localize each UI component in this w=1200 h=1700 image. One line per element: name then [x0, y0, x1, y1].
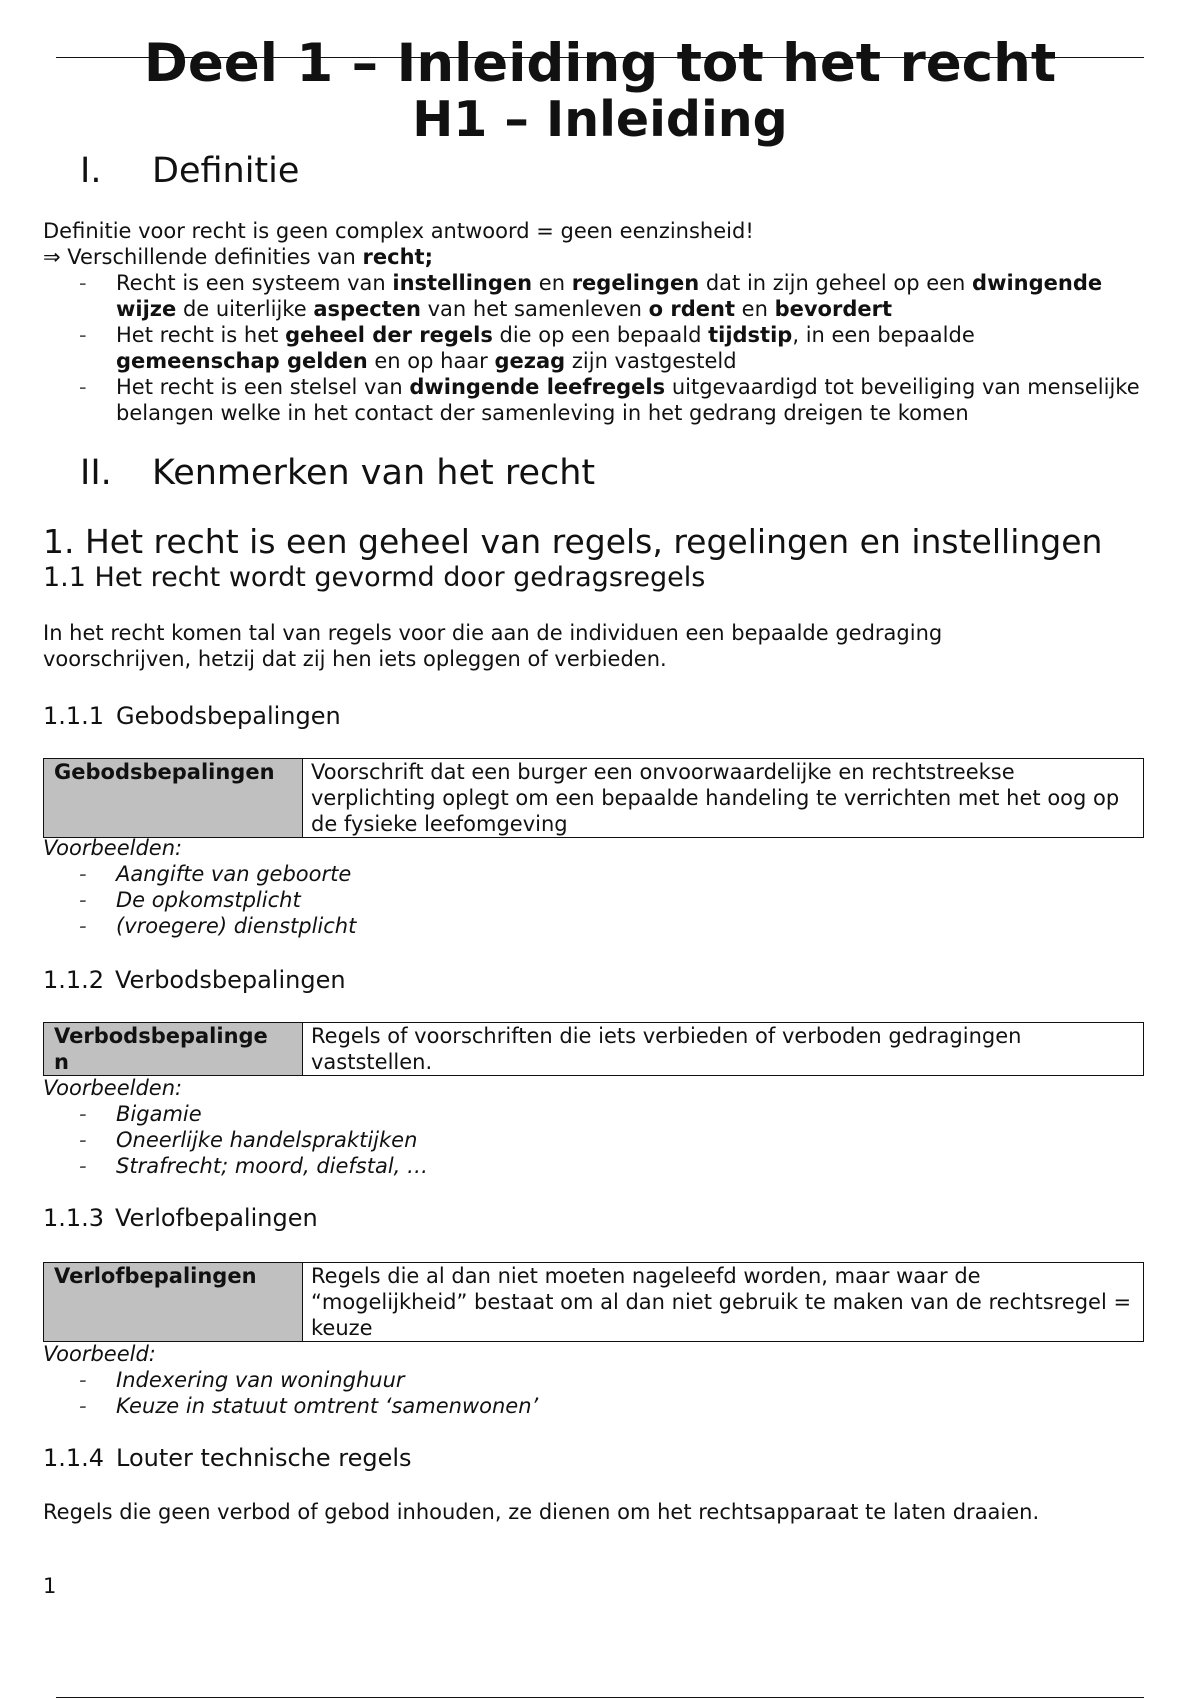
definition-text: Het recht is een stelsel van: [116, 375, 410, 399]
example-item: - Oneerlijke handelspraktijken: [43, 1127, 428, 1153]
definition-keyword: gemeenschap gelden: [116, 349, 368, 373]
examples-label: Voorbeelden:: [43, 1076, 183, 1100]
examples-list-gebod: [43, 861, 356, 939]
definition-term: Verlofbepalingen: [44, 1263, 303, 1342]
example-item: - Strafrecht; moord, diefstal, …: [43, 1153, 428, 1179]
examples-label: Voorbeelden:: [43, 836, 183, 860]
definition-keyword: gezag: [494, 349, 566, 373]
section-title: Definitie: [152, 151, 300, 191]
heading-number: 1.1.1: [43, 702, 105, 730]
definition-row: [44, 759, 1144, 838]
definition-keyword: aspecten: [313, 297, 421, 321]
heading-number: 1.1.2: [43, 966, 105, 994]
heading-1-1-3: [43, 1203, 318, 1233]
page-number: 1: [43, 1574, 57, 1598]
definition-text: de uiterlijke: [176, 297, 314, 321]
definitions-lead-bold: recht;: [362, 245, 433, 269]
definition-keyword: bevordert: [774, 297, 892, 321]
examples-list-verlof: [43, 1367, 538, 1419]
example-item: - De opkomstplicht: [43, 887, 356, 913]
examples-label: Voorbeeld:: [43, 1342, 156, 1366]
example-item: - (vroegere) dienstplicht: [43, 913, 356, 939]
definition-text: , in een bepaalde: [792, 323, 975, 347]
heading-title: Gebodsbepalingen: [116, 702, 341, 730]
heading-1-1-4: [43, 1443, 412, 1473]
example-item: - Keuze in statuut omtrent ‘samenwonen’: [43, 1393, 538, 1419]
definition-row: [44, 1263, 1144, 1342]
definition-keyword: geheel der regels: [285, 323, 493, 347]
definition-text: Regels die al dan niet moeten nageleefd worden, maar waar de “mogelijkheid” bestaat om al dan niet gebruik te maken van de rechtsregel = keuze: [303, 1263, 1144, 1342]
definition-text: Recht is een systeem van: [116, 271, 393, 295]
definition-keyword: o rdent: [648, 297, 735, 321]
heading-1-1-1: [43, 701, 341, 731]
section-number: II.: [80, 453, 112, 493]
definitions-list: [43, 270, 1143, 426]
definition-keyword: dwingende leefregels: [409, 375, 666, 399]
definition-table-gebod: [43, 758, 1144, 838]
definition-intro: Definitie voor recht is geen complex antwoord = geen eenzinsheid!: [43, 219, 754, 243]
definition-text: en: [532, 271, 572, 295]
definition-table-verbod: [43, 1022, 1144, 1076]
heading-1-1-2: [43, 965, 346, 995]
heading-1: 1. Het recht is een geheel van regels, regelingen en instellingen: [43, 522, 1103, 561]
definition-text: Regels of voorschriften die iets verbieden of verboden gedragingen vaststellen.: [303, 1023, 1144, 1076]
definition-text: uitgevaardigd tot beveiliging van menselijke belangen welke in het contact der samenleving in het gedrang dreigen te komen: [116, 375, 1140, 425]
definition-text: Voorschrift dat een burger een onvoorwaardelijke en rechtstreekse verplichting oplegt om een bepaalde handeling te verrichten met het oog op de fysieke leefomgeving: [303, 759, 1144, 838]
definitions-lead-text: ⇒ Verschillende definities van: [43, 245, 363, 269]
definition-text: die op een bepaald: [492, 323, 709, 347]
chapter-title: H1 – Inleiding: [412, 91, 788, 148]
definition-text: van het samenleven: [420, 297, 649, 321]
section-title: Kenmerken van het recht: [152, 453, 596, 493]
definition-text: dat in zijn geheel op een: [699, 271, 973, 295]
definition-keyword: dwingende wijze: [116, 271, 1103, 321]
paragraph-technische-regels: Regels die geen verbod of gebod inhouden, ze dienen om het rechtsapparaat te laten draaien.: [43, 1500, 1040, 1524]
definition-keyword: regelingen: [571, 271, 700, 295]
definition-text: en: [734, 297, 775, 321]
section-number: I.: [80, 151, 102, 191]
heading-number: 1.1.3: [43, 1204, 105, 1232]
definitions-lead: [43, 244, 433, 270]
document-title: Deel 1 – Inleiding tot het recht: [143, 33, 1057, 94]
definition-item: [43, 374, 1143, 426]
definition-text: Het recht is het: [116, 323, 286, 347]
heading-title: Louter technische regels: [116, 1444, 412, 1472]
definition-term: Gebodsbepalingen: [44, 759, 303, 838]
examples-list-verbod: [43, 1101, 428, 1179]
heading-title: Verlofbepalingen: [115, 1204, 318, 1232]
definition-keyword: tijdstip: [708, 323, 793, 347]
definition-text: en op haar: [367, 349, 495, 373]
section-heading-definitie: [80, 150, 299, 192]
example-item: - Bigamie: [43, 1101, 428, 1127]
definition-item: [43, 322, 1143, 374]
example-item: - Aangifte van geboorte: [43, 861, 356, 887]
definition-table-verlof: [43, 1262, 1144, 1342]
heading-number: 1.1.4: [43, 1444, 105, 1472]
example-item: - Indexering van woninghuur: [43, 1367, 538, 1393]
definition-term-text: Verbodsbepalinge n: [54, 1024, 268, 1074]
definition-keyword: instellingen: [392, 271, 533, 295]
heading-1-1: 1.1 Het recht wordt gevormd door gedragsregels: [43, 562, 706, 593]
heading-title: Verbodsbepalingen: [115, 966, 346, 994]
bottom-rule: [56, 1697, 1144, 1698]
definition-item: [43, 270, 1143, 322]
definition-text: zijn vastgesteld: [565, 349, 737, 373]
section-heading-kenmerken: [80, 452, 595, 494]
definition-term: [44, 1023, 303, 1076]
paragraph-gedragsregels: In het recht komen tal van regels voor die aan de individuen een bepaalde gedraging voorschrijven, hetzij dat zij hen iets opleggen of verbieden.: [43, 621, 943, 671]
definition-row: [44, 1023, 1144, 1076]
